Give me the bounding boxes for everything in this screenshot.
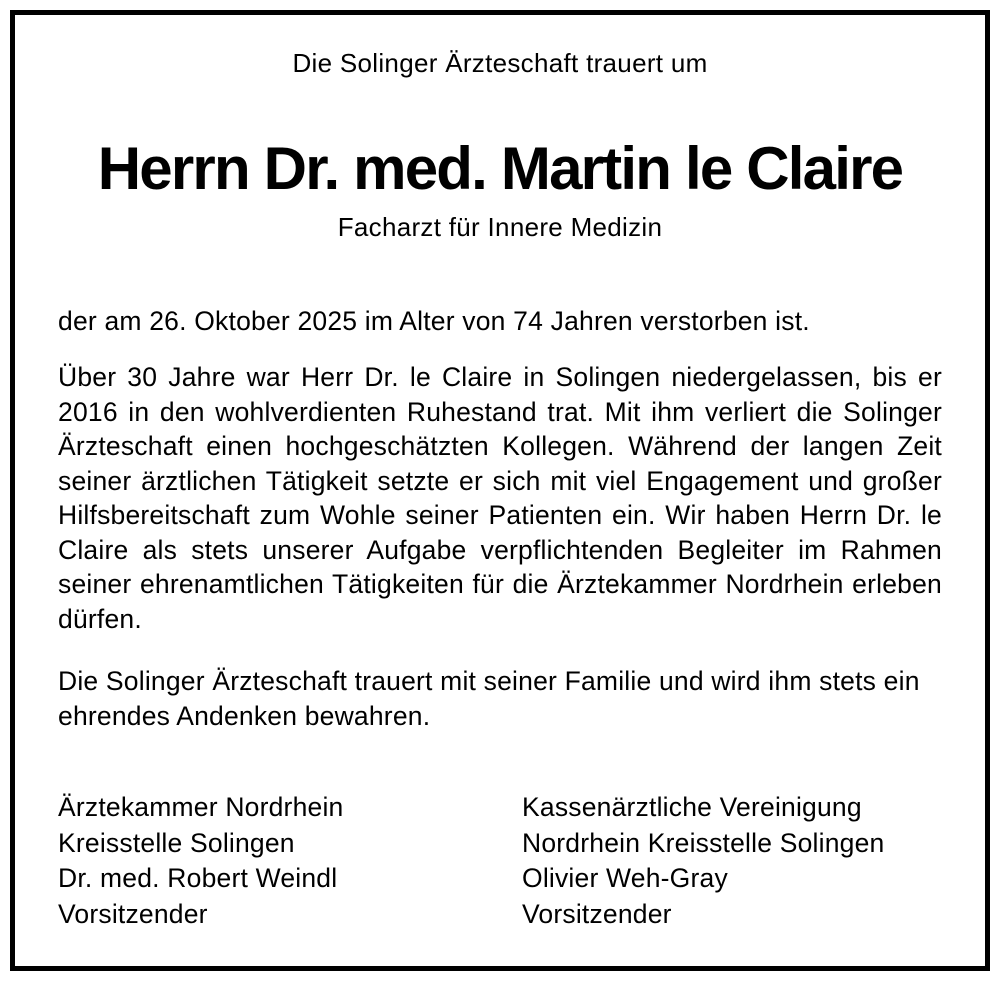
signature-line: Kassenärztliche Vereinigung — [522, 792, 862, 822]
closing-paragraph: Die Solinger Ärzteschaft trauert mit seiner Familie und wird ihm stets ein ehrendes Andenken bewahren. — [58, 666, 920, 731]
signature-line: Ärztekammer Nordrhein — [58, 792, 344, 822]
death-statement: der am 26. Oktober 2025 im Alter von 74 Jahren verstorben ist. — [58, 306, 810, 336]
signature-line: Olivier Weh-Gray — [522, 863, 728, 893]
signature-line: Dr. med. Robert Weindl — [58, 863, 338, 893]
signature-line: Vorsitzender — [522, 898, 672, 929]
signature-line: Vorsitzender — [58, 898, 208, 929]
tribute-paragraph: Über 30 Jahre war Herr Dr. le Claire in Solingen niedergelassen, bis er 2016 in den wohlverdienten Ruhestand trat. Mit ihm verliert die Solinger Ärzteschaft einen hochgeschätzten Kollegen. Während der langen Zeit seiner ärztlichen Tätigkeit setzte er sich mit viel Engagement und großer Hilfsbereitschaft zum Wohle seiner Patienten ein. Wir haben Herrn Dr. le Claire als stets unserer Aufgabe verpflichtenden Begleiter im Rahmen seiner ehrenamtlichen Tätigkeiten für die Ärztekammer Nordrhein erleben dürfen. — [58, 362, 942, 634]
signature-line: Kreisstelle Solingen — [58, 827, 295, 858]
signature-line: Nordrhein Kreisstelle Solingen — [522, 827, 885, 858]
signature-block-kv — [522, 790, 962, 932]
signature-block-aerztekammer — [58, 790, 478, 932]
deceased-name: Herrn Dr. med. Martin le Claire — [97, 135, 903, 202]
intro-line: Die Solinger Ärzteschaft trauert um — [292, 48, 708, 78]
profession-line: Facharzt für Innere Medizin — [337, 212, 663, 242]
